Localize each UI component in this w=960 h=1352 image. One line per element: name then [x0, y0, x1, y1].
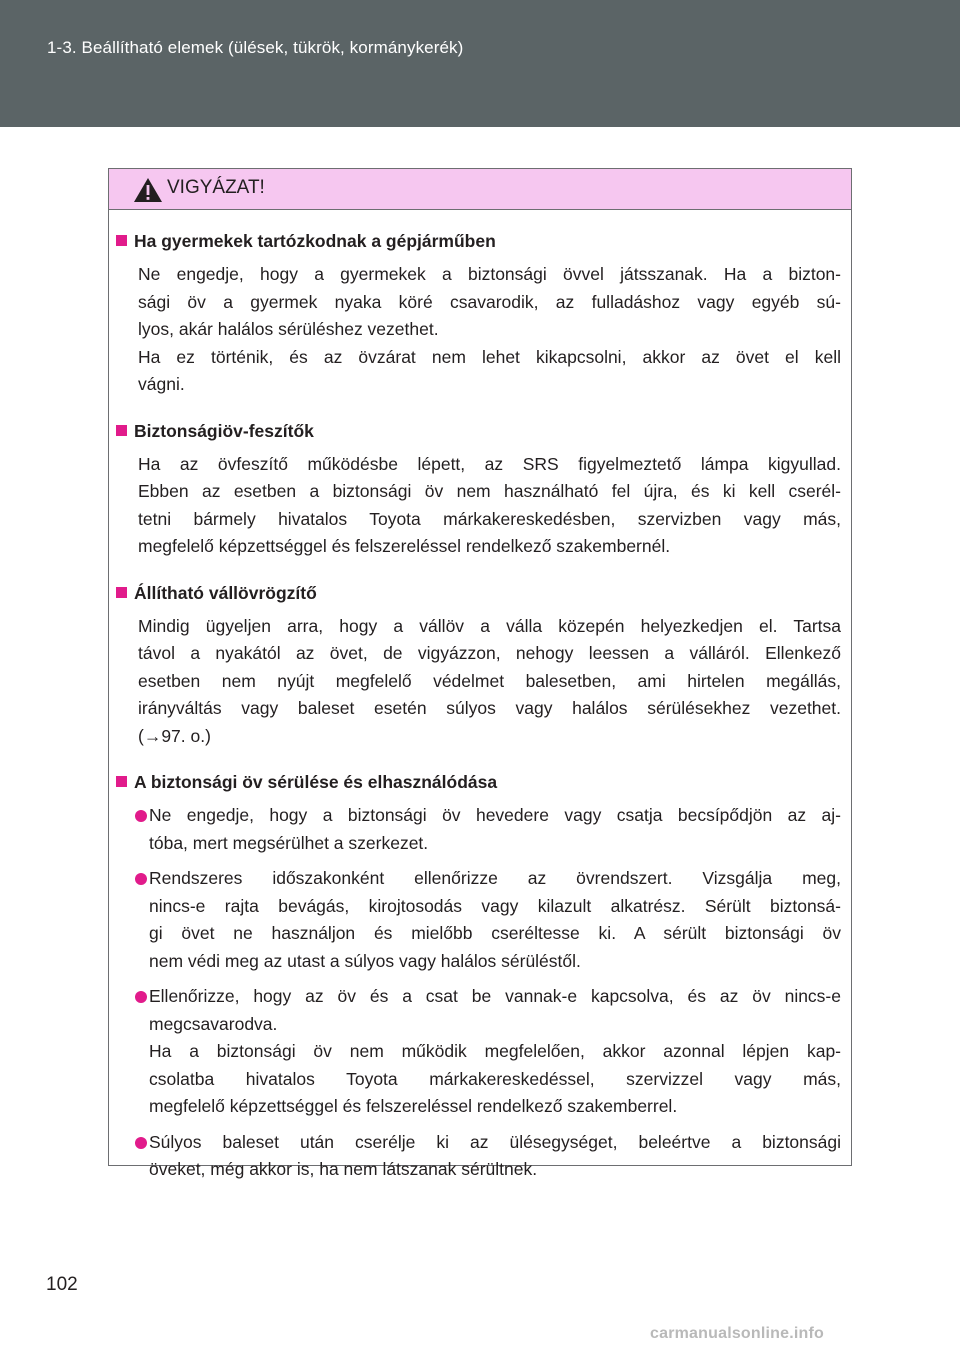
list-item: Ne engedje, hogy a biztonsági öv hevedere vagy csatja becsípődjön az aj- tóba, mert megsérülhet a szerkezet.: [149, 802, 841, 857]
caution-box: [108, 168, 852, 1179]
round-bullet-icon: [135, 810, 147, 822]
list-item: Ellenőrizze, hogy az öv és a csat be vannak-e kapcsolva, és az öv nincs-e megcsavarodva. Ha a biztonsági öv nem működik megfelelően, akkor azonnal lépjen kap- csolatba hivatalos Toyota márkakereskedéssel, szervizzel vagy más, megfelelő képzettséggel és felszereléssel rendelkező szakemberrel.: [149, 983, 841, 1121]
square-bullet-icon: [116, 235, 127, 246]
watermark: carmanualsonline.info: [650, 1325, 825, 1342]
section-heading: A biztonsági öv sérülése és elhasználódása: [109, 770, 851, 794]
caution-header: [109, 169, 851, 210]
section-children: [109, 229, 851, 399]
section-paragraph: Mindig ügyeljen arra, hogy a vállöv a válla közepén helyezkedjen el. Tartsa távol a nyakától az övet, de vigyázzon, nehogy leessen a válláról. Ellenkező esetben nem nyújt megfelelő védelmet balesetben, ami hirtelen megállás, irányváltás vagy baleset esetén súlyos vagy halálos sérülésekhez vezethet. (→97. o.): [138, 613, 841, 751]
list-item: Rendszeres időszakonként ellenőrizze az övrendszert. Vizsgálja meg, nincs-e rajta bevágás, kirojtosodás vagy kilazult alkatrész. Sérült biztonsá- gi övet ne használjon és mielőbb cseréltesse ki. A sérült biztonsági öv nem védi meg az utast a súlyos vagy halálos sérüléstől.: [149, 865, 841, 975]
square-bullet-icon: [116, 425, 127, 436]
section-shoulder-anchor: [109, 581, 851, 751]
square-bullet-icon: [116, 587, 127, 598]
section-paragraph: Ne engedje, hogy a gyermekek a biztonsági övvel játsszanak. Ha a bizton- sági öv a gyermek nyaka köré csavarodik, az fulladáshoz vagy egyéb sú- lyos, akár halálos sérüléshez vezethet. Ha ez történik, és az övzárat nem lehet kikapcsolni, akkor az övet el kell vágni.: [138, 264, 841, 394]
round-bullet-icon: [135, 991, 147, 1003]
section-damage-wear: [109, 770, 851, 1184]
page-number: 102: [46, 1274, 78, 1295]
header-band: [0, 0, 960, 127]
section-title: 1-3. Beállítható elemek (ülések, tükrök, kormánykerék): [47, 38, 464, 57]
caution-title: VIGYÁZAT!: [167, 177, 265, 198]
round-bullet-icon: [135, 873, 147, 885]
section-pretensioners: [109, 419, 851, 561]
square-bullet-icon: [116, 776, 127, 787]
section-heading: Biztonságiöv-feszítők: [109, 419, 851, 443]
page-reference-link: (→97. o.): [138, 725, 211, 746]
section-heading: Állítható vállövrögzítő: [109, 581, 851, 605]
list-item: Súlyos baleset után cserélje ki az ülésegységet, beleértve a biztonsági öveket, még akkor is, ha nem látszanak sérültnek.: [149, 1129, 841, 1184]
caution-content: [109, 210, 851, 1184]
round-bullet-icon: [135, 1137, 147, 1149]
warning-triangle-icon: [133, 177, 163, 203]
section-paragraph: Ha az övfeszítő működésbe lépett, az SRS figyelmeztető lámpa kigyullad. Ebben az esetben a biztonsági öv nem használható fel újra, és ki kell cserél- tetni bármely hivatalos Toyota márkakereskedésben, szervizben vagy más, megfelelő képzettséggel és felszereléssel rendelkező szakembernél.: [138, 453, 841, 556]
section-heading: Ha gyermekek tartózkodnak a gépjárműben: [109, 229, 851, 253]
